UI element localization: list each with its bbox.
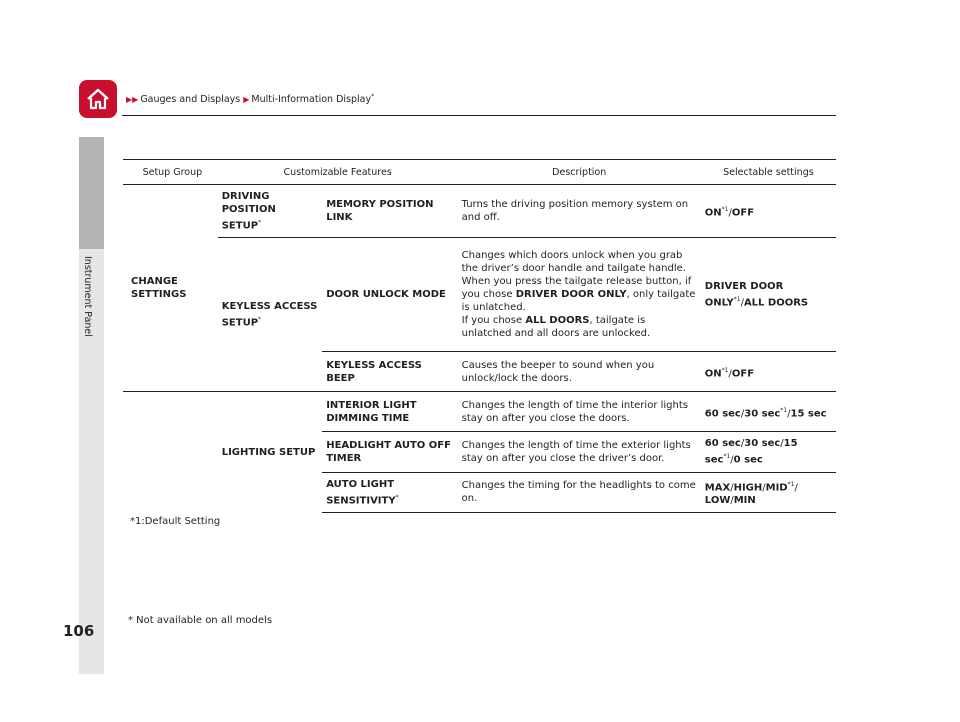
side-tab-active: [79, 137, 104, 249]
setup-group-spacer: [123, 392, 218, 513]
col-header-selectable-settings: Selectable settings: [701, 160, 836, 185]
subgroup-label: DRIVING POSITION SETUP: [221, 191, 276, 232]
subgroup-label: KEYLESS ACCESS SETUP: [221, 301, 318, 329]
feature-settings: 60 sec/30 sec/15 $\sec^{*1}/0$ sec: [701, 432, 836, 472]
feature-name: INTERIOR LIGHT DIMMING TIME: [322, 392, 457, 432]
feature-name: MEMORY POSITION LINK: [326, 199, 434, 224]
not-available-mark: *: [395, 493, 399, 501]
feature-settings: ON$^{*1}$/OFF: [704, 206, 755, 219]
feature-settings: 60 sec/30 $\sec^{*1}/15$ sec: [701, 392, 836, 432]
col-header-customizable-features: Customizable Features: [218, 160, 458, 185]
not-available-mark: *: [258, 219, 262, 226]
page-number: 106: [63, 622, 95, 640]
feature-description: Changes which doors unlock when you grab the driver’s door handle and tailgate handle. When you press the tailgate release button, if you chose DRIVER DOOR ONLY, only tailgate is unlatched. If you chose ALL DOORS, tailgate is unlatched and all doors are unlocked.: [458, 238, 701, 352]
breadcrumb: [126, 93, 374, 105]
col-header-setup-group: Setup Group: [123, 160, 218, 185]
feature-settings: MAX/HIGH/MID$^{*1}$/ LOW/MIN: [701, 472, 836, 512]
settings-table: [123, 159, 836, 513]
triangle-right-icon: ▶▶: [126, 95, 139, 105]
feature-description: Changes the timing for the headlights to come on.: [458, 472, 701, 512]
feature-name: HEADLIGHT AUTO OFF TIMER: [322, 432, 457, 472]
feature-settings: ON$^{*1}$/OFF: [701, 352, 836, 392]
setup-group-label: CHANGE SETTINGS: [131, 276, 187, 301]
not-available-mark: *: [258, 316, 262, 324]
side-section-label: Instrument Panel: [82, 256, 93, 337]
feature-settings: DRIVER DOOR ONLY$^{*1}$/ALL DOORS: [701, 238, 836, 352]
table-row: [123, 392, 836, 432]
feature-name: AUTO LIGHT SENSITIVITY*: [322, 472, 457, 512]
breadcrumb-item-mid[interactable]: Multi-Information Display: [251, 94, 372, 106]
feature-description: Turns the driving position memory system on and off.: [461, 199, 689, 224]
default-setting-footnote: *1:Default Setting: [130, 516, 221, 527]
subgroup-lighting: LIGHTING SETUP: [218, 392, 322, 513]
feature-name: DOOR UNLOCK MODE: [322, 238, 457, 352]
home-icon[interactable]: [79, 80, 117, 118]
triangle-right-icon: ▶: [243, 95, 250, 105]
feature-description: Changes the length of time the interior lights stay on after you close the doors.: [458, 392, 701, 432]
col-header-description: Description: [458, 160, 701, 185]
availability-footnote: * Not available on all models: [128, 615, 273, 626]
subgroup-driving-position: [218, 185, 322, 238]
breadcrumb-item-gauges[interactable]: Gauges and Displays: [140, 94, 241, 106]
house-icon: [85, 87, 111, 111]
header-rule: [122, 115, 836, 116]
not-available-mark: *: [371, 93, 375, 100]
table-row: [123, 238, 836, 352]
feature-name: KEYLESS ACCESS BEEP: [322, 352, 457, 392]
feature-description: Changes the length of time the exterior lights stay on after you close the driver’s door.: [458, 432, 701, 472]
table-row: [123, 185, 836, 238]
feature-description: Causes the beeper to sound when you unlock/lock the doors.: [458, 352, 701, 392]
table-header-row: [123, 160, 836, 185]
subgroup-keyless-access: [218, 238, 322, 392]
